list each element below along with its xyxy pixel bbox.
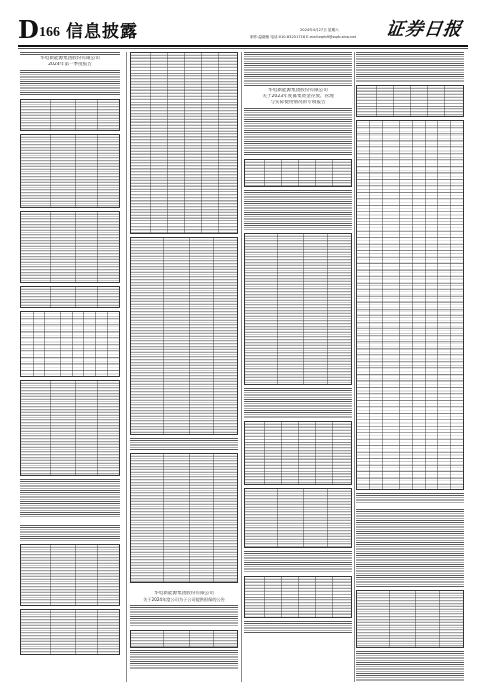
- text-block: [130, 650, 238, 670]
- column-3: [244, 52, 352, 682]
- issue-date: 2024年4月27日 星期六: [300, 28, 339, 32]
- column-divider: [354, 52, 355, 682]
- data-table: [244, 576, 352, 618]
- data-table: [20, 134, 120, 208]
- data-table: [20, 286, 120, 308]
- text-block: [244, 551, 352, 573]
- data-table: [130, 237, 238, 435]
- report-title: 2024年第一季度报告: [48, 62, 92, 67]
- text-block: [244, 388, 352, 418]
- data-table: [356, 590, 464, 648]
- data-table: [20, 609, 120, 655]
- report-company-name: 华电新能源集团股份有限公司: [40, 56, 100, 61]
- data-table: [130, 453, 238, 583]
- data-table: [130, 52, 238, 234]
- data-table: [244, 159, 352, 187]
- notice-company-name: 华电新能源集团股份有限公司: [154, 591, 214, 596]
- column-2: [130, 52, 238, 682]
- column-divider: [126, 52, 127, 682]
- text-block: [130, 605, 238, 627]
- column-1: [20, 52, 120, 682]
- text-block: [356, 509, 464, 587]
- column-4: [356, 52, 464, 682]
- text-block: [20, 70, 120, 96]
- data-table: [20, 311, 120, 377]
- page-letter: D: [18, 15, 38, 44]
- section-title: 信息披露: [66, 22, 138, 42]
- text-block: [244, 190, 352, 230]
- data-table: [244, 421, 352, 485]
- data-table: [356, 85, 464, 117]
- text-block: [130, 438, 238, 450]
- data-table: [20, 211, 120, 283]
- column-divider: [241, 52, 242, 682]
- data-table: [20, 380, 120, 476]
- text-block: [244, 52, 352, 86]
- masthead-rule-thin: [18, 48, 468, 49]
- masthead: [18, 15, 468, 44]
- editor-contact: 制作:温晓敏 电话:010-83251716 E-mail:zqrb9@zqrb.sina.net: [250, 35, 357, 39]
- text-block: [244, 108, 352, 156]
- data-table: [244, 233, 352, 385]
- page-number: 166: [39, 25, 60, 40]
- masthead-rule: [18, 45, 468, 47]
- data-table: [20, 544, 120, 606]
- notice-title: 关于2024年度公司为子公司提供担保的公告: [143, 597, 225, 602]
- report-company-name: 华电新能源集团股份有限公司: [268, 88, 328, 93]
- data-table: [356, 120, 464, 490]
- text-block: [356, 651, 464, 681]
- text-block: [244, 621, 352, 633]
- text-block: [20, 525, 120, 541]
- newspaper-logo: 证券日报: [384, 19, 464, 40]
- data-table: [20, 99, 120, 131]
- report-title-line-2: 与实际使用情况的专项报告: [270, 100, 326, 105]
- data-table: [244, 488, 352, 548]
- report-title-line-1: 关于2023年度募集资金存放、管理: [262, 94, 334, 99]
- text-block: [20, 479, 120, 517]
- text-block: [356, 493, 464, 503]
- text-block: [356, 52, 464, 82]
- data-table: [130, 630, 238, 648]
